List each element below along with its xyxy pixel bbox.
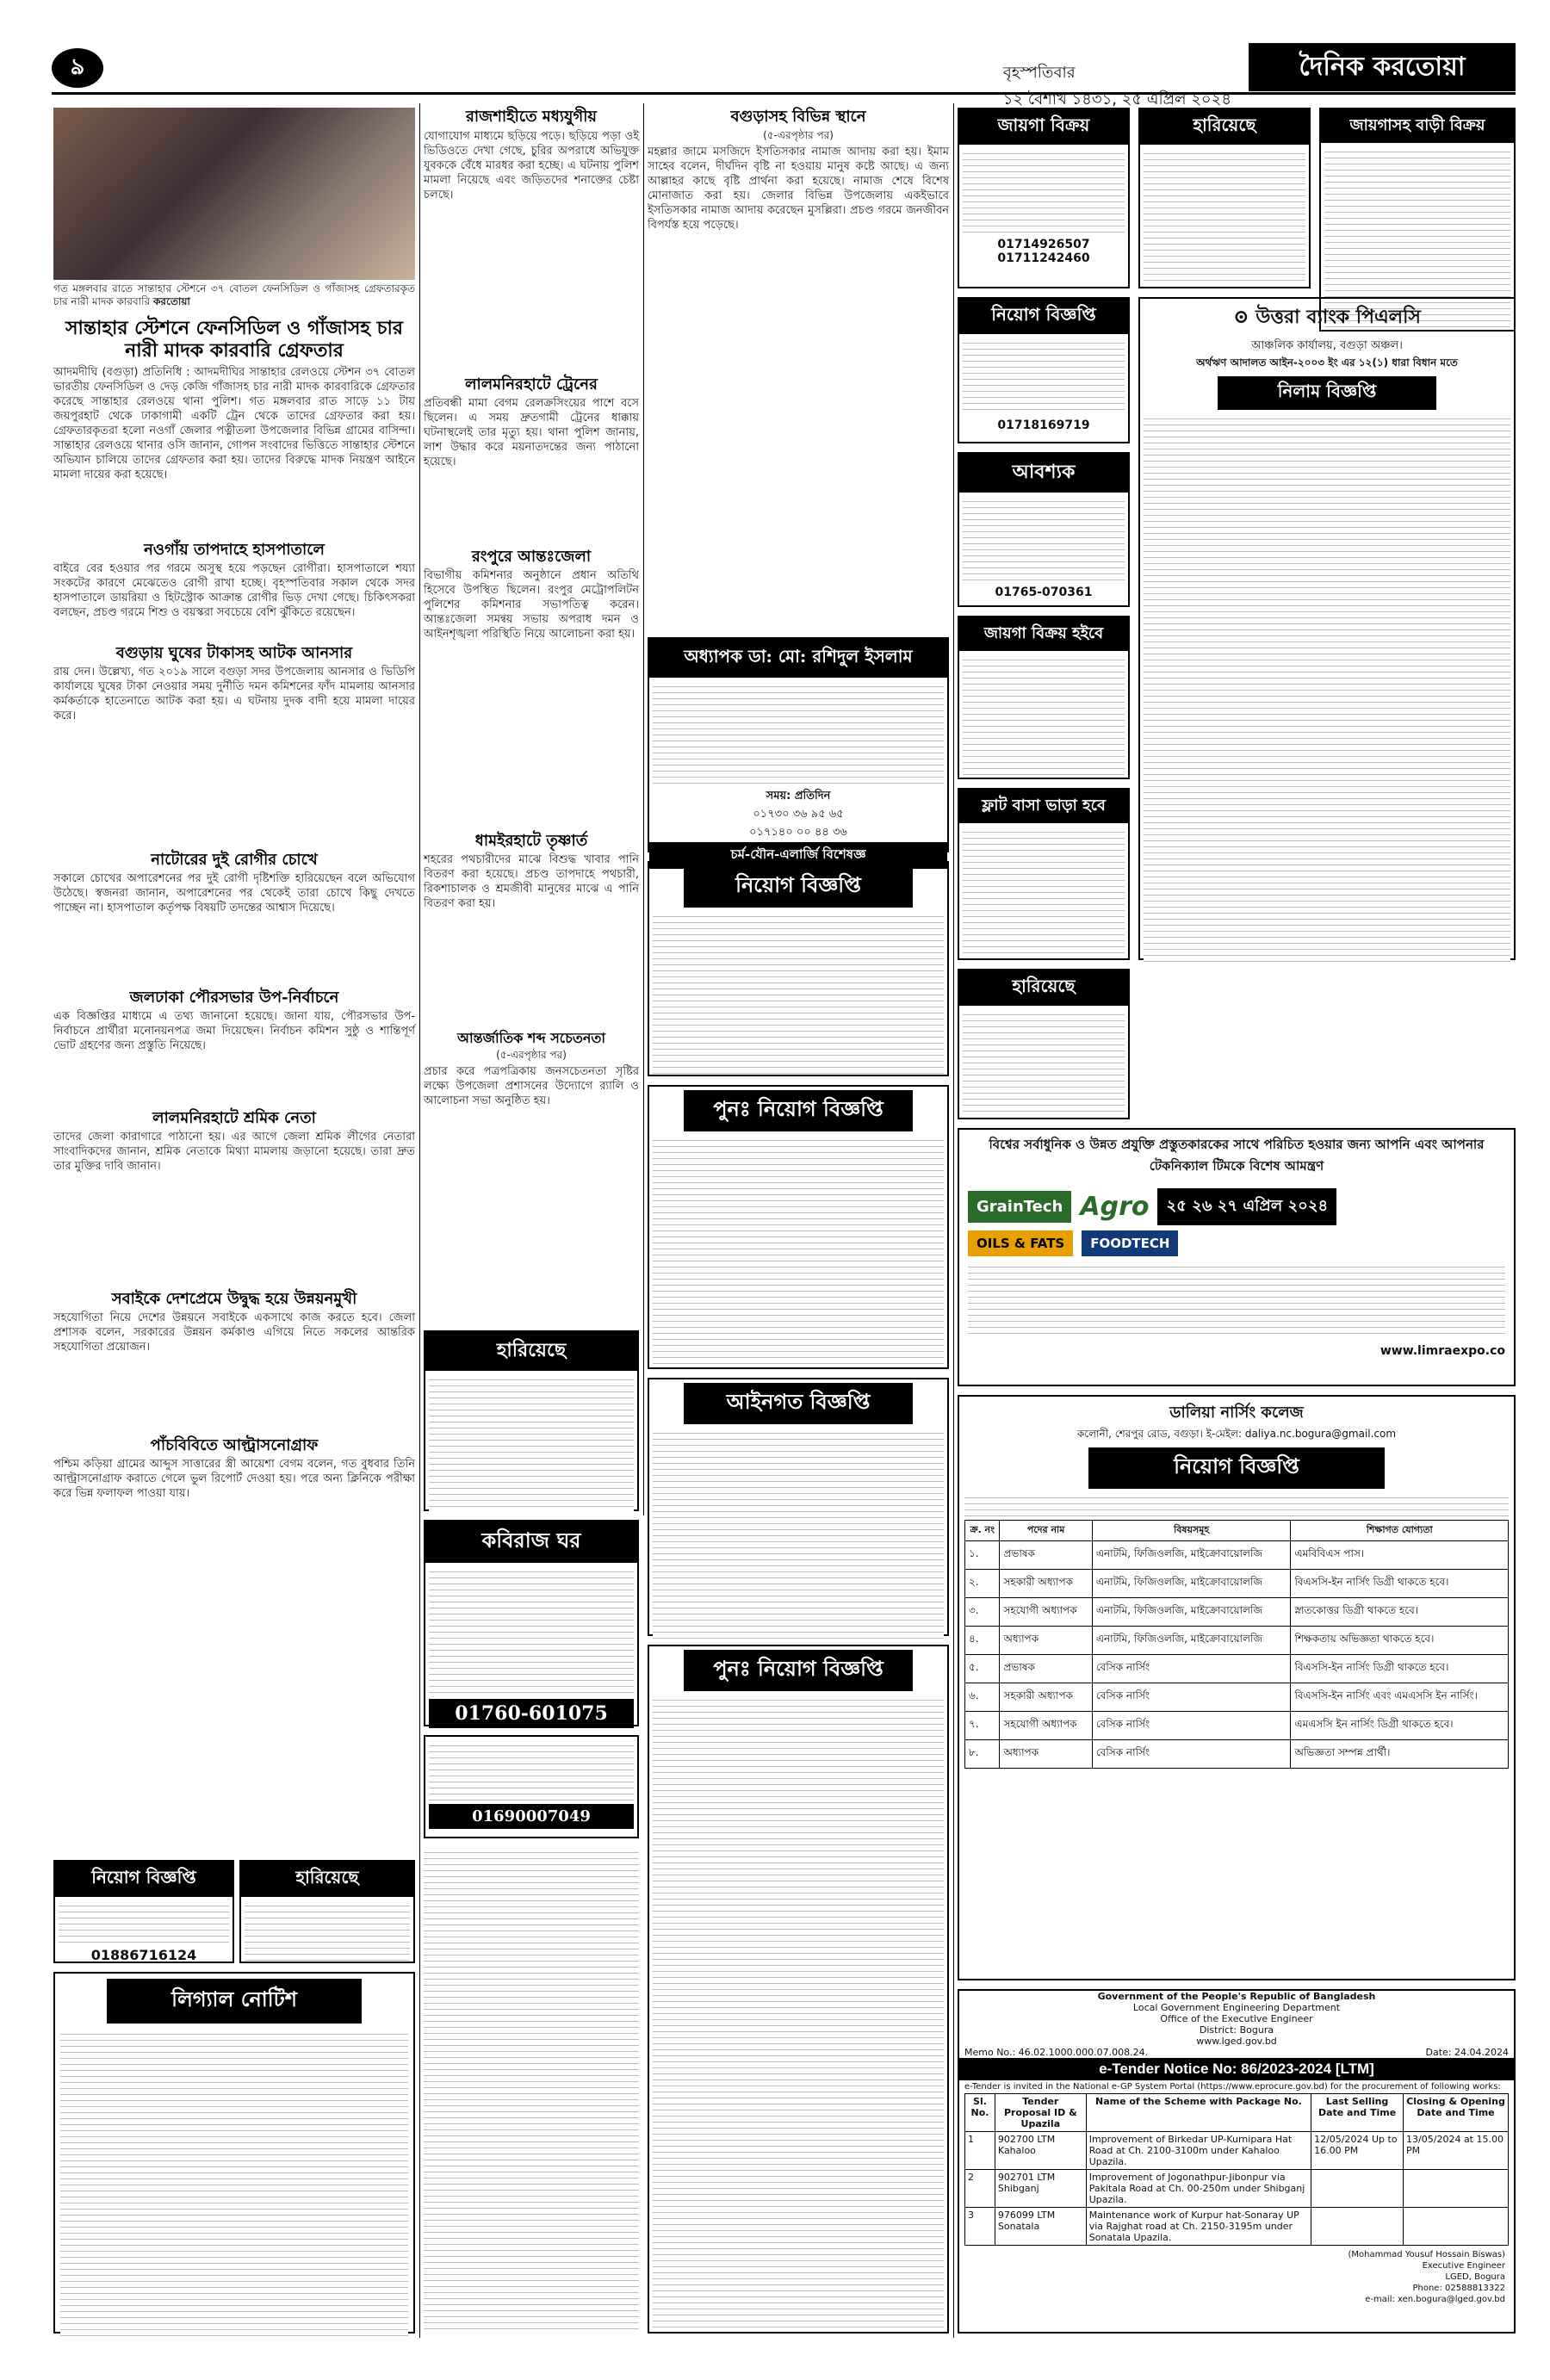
foodtech-logo: FOODTECH bbox=[1082, 1230, 1178, 1256]
table-cell: সহকারী অধ্যাপক bbox=[1000, 1570, 1092, 1598]
table-row bbox=[965, 1570, 1509, 1598]
table-cell: এমবিবিএস পাস। bbox=[1291, 1541, 1509, 1570]
engineer-email: e-mail: xen.bogura@lged.gov.bd bbox=[1365, 2295, 1505, 2304]
table-cell: প্রভাষক bbox=[1000, 1541, 1092, 1570]
legal-notice bbox=[53, 1972, 415, 2334]
table-cell bbox=[1311, 2170, 1404, 2208]
bank-name: ⊙ উত্তরা ব্যাংক পিএলসি bbox=[1233, 306, 1421, 328]
table-cell: 902700 LTM Kahaloo bbox=[995, 2132, 1086, 2170]
ad-title: জায়গা বিক্রয় bbox=[959, 109, 1128, 145]
bank-branch: আঞ্চলিক কার্যালয়, বগুড়া অঞ্চল। bbox=[1251, 339, 1403, 352]
ad-title: জায়গা বিক্রয় হইবে bbox=[959, 617, 1128, 651]
fire-ad bbox=[424, 1735, 639, 1838]
table-cell: বিএসসি-ইন নার্সিং ডিগ্রী থাকতে হবে। bbox=[1291, 1655, 1509, 1683]
table-cell: ৭. bbox=[965, 1712, 1000, 1740]
story-body: মহল্লার জামে মসজিদে ইসতিসকার নামাজ আদায় করা হয়। ইমাম সাহেব বলেন, দীর্ঘদিন বৃষ্টি না হওয়ায় মানুষ কষ্টে আছে। এ জন্য আল্লাহর কাছে বৃষ্টি প্রার্থনা করা হয়েছে। নামাজ শেষে বিশেষ মোনাজাত করা হয়। জেলার বিভিন্ন উপজেলায় একইভাবে ইসতিসকার নামাজ আদায় করেছেন মুসল্লিরা। প্রচণ্ড গরমে জনজীবন বিপর্যস্ত হয়ে পড়েছে। bbox=[648, 146, 949, 232]
engineer-name: (Mohammad Yousuf Hossain Biswas) bbox=[1348, 2250, 1505, 2259]
doctor-time: সময়: প্রতিদিন bbox=[766, 790, 831, 803]
table-cell bbox=[1404, 2170, 1509, 2208]
table-cell: 13/05/2024 at 15.00 PM bbox=[1404, 2132, 1509, 2170]
column-header: ক্র. নং bbox=[965, 1521, 1000, 1541]
tender-title: e-Tender Notice No: 86/2023-2024 [LTM] bbox=[959, 2058, 1514, 2080]
newspaper-logo-icon: ঌ bbox=[52, 48, 103, 88]
nursing-table bbox=[964, 1520, 1509, 1769]
story-headline: লালমনিরহাটে শ্রমিক নেতা bbox=[152, 1109, 316, 1127]
news-photo bbox=[53, 108, 415, 280]
table-row bbox=[965, 1627, 1509, 1655]
ad-phone: 01760-601075 bbox=[429, 1699, 634, 1728]
ad-title: পুনঃ নিয়োগ বিজ্ঞপ্তি bbox=[684, 1090, 913, 1131]
memo-no: Memo No.: 46.02.1000.000.07.008.24. bbox=[964, 2047, 1149, 2058]
table-cell: সহযোগী অধ্যাপক bbox=[1000, 1712, 1092, 1740]
legal-ad bbox=[648, 1378, 949, 1636]
table-cell: ৬. bbox=[965, 1683, 1000, 1712]
column-header: শিক্ষাগত যোগ্যতা bbox=[1291, 1521, 1509, 1541]
expo-website: www.limraexpo.co bbox=[1380, 1344, 1505, 1358]
table-cell: অধ্যাপক bbox=[1000, 1740, 1092, 1769]
column-header: Tender Proposal ID & Upazila bbox=[995, 2094, 1086, 2132]
table-cell: Improvement of Birkedar UP-Kurnipara Hat Road at Ch. 2100-3100m under Kahaloo Upazila. bbox=[1086, 2132, 1311, 2170]
table-cell: ৫. bbox=[965, 1655, 1000, 1683]
table-cell: ৩. bbox=[965, 1598, 1000, 1627]
table-cell: এনাটমি, ফিজিওলজি, মাইক্রোবায়োলজি bbox=[1092, 1541, 1291, 1570]
college-name: ডালিয়া নার্সিং কলেজ bbox=[1169, 1404, 1304, 1422]
story-headline: পাঁচবিবিতে আল্ট্রাসনোগ্রাফ bbox=[150, 1436, 319, 1454]
table-cell: অভিজ্ঞতা সম্পন্ন প্রার্থী। bbox=[1291, 1740, 1509, 1769]
recruitment-ad bbox=[648, 1645, 949, 2334]
ad-title: পুনঃ নিয়োগ বিজ্ঞপ্তি bbox=[684, 1650, 913, 1691]
engineer-role: Executive Engineer bbox=[1422, 2261, 1505, 2271]
lost-ad bbox=[958, 969, 1130, 1119]
ad-phone: 01714926507 bbox=[997, 238, 1090, 251]
table-cell: 902701 LTM Shibganj bbox=[995, 2170, 1086, 2208]
ad-phone: 01765-070361 bbox=[995, 586, 1093, 599]
story-headline: নাটোরের দুই রোগীর চোখে bbox=[151, 851, 318, 869]
column-header: Sl. No. bbox=[965, 2094, 995, 2132]
ad-title: কবিরাজ ঘর bbox=[425, 1522, 637, 1563]
story-headline: সবাইকে দেশপ্রেমে উদ্বুদ্ধ হয়ে উন্নয়নমুখী bbox=[111, 1290, 357, 1308]
bank-act: অর্থঋণ আদালত আইন-২০০৩ ইং এর ১২(১) ধারা বিধান মতে bbox=[1196, 356, 1458, 369]
story-body: বিভাগীয় কমিশনার অনুষ্ঠানে প্রধান অতিথি হিসেবে উপস্থিত ছিলেন। রংপুর মেট্রোপলিটন পুলিশের কমিশনার সভাপতিত্ব করেন। আন্তঃজেলা সমন্বয় সভায় অপরাধ দমন ও আইনশৃঙ্খলা পরিস্থিতি নিয়ে আলোচনা করা হয়। bbox=[424, 569, 639, 641]
date-line bbox=[1003, 60, 1231, 114]
table-row bbox=[965, 1712, 1509, 1740]
story-body: আদমদীঘি (বগুড়া) প্রতিনিধি : আদমদীঘির সান্তাহার রেলওয়ে স্টেশন ৩৭ বোতল ভারতীয় ফেনসিডিল ও দেড় কেজি গাঁজাসহ চার নারী মাদক কারবারিকে গ্রেফতার করেছে সান্তাহার রেলওয়ে থানা পুলিশ। গত মঙ্গলবার রাত সাড়ে ১১ টায় জয়পুরহাট থেকে ঢাকাগামী একটি ট্রেন থেকে তাদের গ্রেফতার করা হয়। গ্রেফতারকৃতরা হলো নওগাঁ জেলার পত্নীতলা উপজেলার বিভিন্ন গ্রামের বাসিন্দা। সান্তাহার রেলওয়ে থানার ওসি জানান, গোপন সংবাদের ভিত্তিতে সান্তাহার স্টেশনে অভিযান চালিয়ে তাদের গ্রেফতার করা হয়। তাদের বিরুদ্ধে মাদক নিয়ন্ত্রণ আইনে মামলা দায়ের করা হয়েছে। bbox=[53, 366, 415, 481]
column-header: Last Selling Date and Time bbox=[1311, 2094, 1404, 2132]
memo-date: Date: 24.04.2024 bbox=[1425, 2047, 1509, 2058]
ad-title: নিয়োগ বিজ্ঞপ্তি bbox=[1088, 1447, 1385, 1489]
wanted-ad bbox=[958, 452, 1130, 607]
masthead: দৈনিক করতোয়া bbox=[1249, 43, 1516, 91]
doctor-phone: ০১৭১৪০ ০০ ৪৪ ৩৬ bbox=[749, 826, 847, 839]
story-headline: নওগাঁয় তাপদাহে হাসপাতালে bbox=[144, 541, 325, 559]
table-row bbox=[965, 1541, 1509, 1570]
ad-title: হারিয়েছে bbox=[425, 1332, 637, 1371]
table-cell: বেসিক নার্সিং bbox=[1092, 1712, 1291, 1740]
table-cell: প্রভাষক bbox=[1000, 1655, 1092, 1683]
table-cell: এনাটমি, ফিজিওলজি, মাইক্রোবায়োলজি bbox=[1092, 1570, 1291, 1598]
flat-rent-ad bbox=[958, 788, 1130, 960]
story-body: তাদের জেলা কারাগারে পাঠানো হয়। এর আগে জেলা শ্রমিক লীগের নেতারা সাংবাদিকদের জানান, শ্রমিক নেতাকে মিথ্যা মামলায় জড়ানো হয়েছে। তারা দ্রুত তার মুক্তির দাবি জানান। bbox=[53, 1131, 415, 1173]
column-header: Closing & Opening Date and Time bbox=[1404, 2094, 1509, 2132]
land-sale-ad bbox=[958, 108, 1130, 288]
table-row bbox=[965, 1683, 1509, 1712]
table-cell: 3 bbox=[965, 2208, 995, 2246]
oils-fats-logo: OILS & FATS bbox=[968, 1230, 1073, 1256]
table-cell: অধ্যাপক bbox=[1000, 1627, 1092, 1655]
agro-logo: Agro bbox=[1080, 1192, 1150, 1222]
graintech-logo: GrainTech bbox=[968, 1191, 1071, 1223]
ad-title: অধ্যাপক ডা: মো: রশিদুল ইসলাম bbox=[649, 639, 947, 678]
story-headline: ধামইরহাটে তৃষ্ণার্ত bbox=[474, 832, 588, 850]
table-cell: বিএসসি-ইন নার্সিং এবং এমএসসি ইন নার্সিং। bbox=[1291, 1683, 1509, 1712]
table-row bbox=[965, 2132, 1509, 2170]
recruitment-ad bbox=[648, 861, 949, 1076]
table-cell: বেসিক নার্সিং bbox=[1092, 1655, 1291, 1683]
column-header: Name of the Scheme with Package No. bbox=[1086, 2094, 1311, 2132]
story-headline: রংপুরে আন্তঃজেলা bbox=[471, 548, 592, 566]
story-body: প্রতিবন্ধী মামা বেগম রেলক্রসিংয়ের পাশে বসে ছিলেন। এ সময় দ্রুতগামী ট্রেনের ধাক্কায় ঘটনাস্থলেই তার মৃত্যু হয়। থানা পুলিশ জানায়, লাশ উদ্ধার করে ময়নাতদন্তের জন্য পাঠানো হয়েছে। bbox=[424, 397, 639, 468]
lost-ad bbox=[239, 1860, 415, 1963]
story-body: রায় দেন। উল্লেখ্য, গত ২০১৯ সালে বগুড়া সদর উপজেলায় আনসার ও ভিডিপি কার্যালয়ে ঘুষের টাকা নেওয়ার সময় দুর্নীতি দমন কমিশনের ফাঁদ মামলায় আনসার কর্মকর্তাকে হাতেনাতে আটক করা হয়। এ ঘটনায় দুদক বাদী হয়ে মামলা দায়ের করে। bbox=[53, 666, 415, 722]
photo-caption: গত মঙ্গলবার রাতে সান্তাহার স্টেশনে ৩৭ বোতল ফেনসিডিল ও গাঁজাসহ গ্রেফতারকৃত চার নারী মাদক কারবারি করতোয়া bbox=[53, 282, 415, 307]
story-body: বাইরে বের হওয়ার পর গরমে অসুস্থ হয়ে পড়ছেন রোগীরা। হাসপাতালে শয্যা সংকটের কারণে মেঝেতেও রোগী রাখা হচ্ছে। বৃহস্পতিবার সকাল থেকে সদর হাসপাতালে ডায়রিয়া ও হিটস্ট্রোক আক্রান্ত রোগীর ভিড় দেখা গেছে। চিকিৎসকরা বলছেন, প্রচণ্ড গরমে শিশু ও বয়স্করা সবচেয়ে বেশি ঝুঁকিতে রয়েছেন। bbox=[53, 562, 415, 619]
table-row bbox=[965, 2208, 1509, 2246]
full-date: ১২ বৈশাখ ১৪৩১, ২৫ এপ্রিল ২০২৪ bbox=[1002, 90, 1231, 108]
recruitment-ad bbox=[53, 1860, 234, 1963]
ad-title: জায়গাসহ বাড়ী বিক্রয় bbox=[1321, 109, 1514, 143]
kabiraj-ad bbox=[424, 1520, 639, 1726]
story-headline: বগুড়ায় ঘুষের টাকাসহ আটক আনসার bbox=[115, 644, 353, 662]
expo-dates: ২৫ ২৬ ২৭ এপ্রিল ২০২৪ bbox=[1157, 1188, 1336, 1225]
ad-phone: 01718169719 bbox=[997, 418, 1090, 432]
college-address: কলোনী, শেরপুর রোড, বগুড়া। ই-মেইল: daliya.nc.bogura@gmail.com bbox=[1076, 1428, 1397, 1440]
table-cell: 976099 LTM Sonatala bbox=[995, 2208, 1086, 2246]
small-ads-block bbox=[424, 1847, 639, 2334]
ad-phone: 01886716124 bbox=[90, 1947, 197, 1963]
doctor-specialty: চর্ম-যৌন-এলার্জি বিশেষজ্ঞ bbox=[649, 842, 947, 869]
table-row bbox=[965, 1655, 1509, 1683]
table-cell: বেসিক নার্সিং bbox=[1092, 1683, 1291, 1712]
table-row bbox=[965, 1740, 1509, 1769]
table-cell: এনাটমি, ফিজিওলজি, মাইক্রোবায়োলজি bbox=[1092, 1598, 1291, 1627]
story-headline: রাজশাহীতে মধ্যযুগীয় bbox=[466, 108, 597, 126]
expo-headline: বিশ্বের সর্বাধুনিক ও উন্নত প্রযুক্তি প্রস্তুতকারকের সাথে পরিচিত হওয়ার জন্য আপনি এবং আপনার টেকনিক্যাল টিমকে বিশেষ আমন্ত্রণ bbox=[989, 1137, 1485, 1174]
engineer-org: LGED, Bogura bbox=[1445, 2272, 1505, 2282]
tender-invite: e-Tender is invited in the National e-GP System Portal (https://www.eprocure.gov.bd) for the procurement of following works: bbox=[964, 2082, 1501, 2092]
table-cell: বিএসসি-ইন নার্সিং ডিগ্রী থাকতে হবে। bbox=[1291, 1570, 1509, 1598]
table-cell: শিক্ষকতায় অভিজ্ঞতা থাকতে হবে। bbox=[1291, 1627, 1509, 1655]
story-headline: সান্তাহার স্টেশনে ফেনসিডিল ও গাঁজাসহ চার নারী মাদক কারবারি গ্রেফতার bbox=[65, 317, 403, 363]
nursing-recruitment bbox=[958, 1395, 1516, 1980]
story-continuation: (৫-এরপৃষ্ঠার পর) bbox=[496, 1049, 567, 1061]
story-headline: আন্তর্জাতিক শব্দ সচেতনতা bbox=[456, 1030, 606, 1046]
bank-auction-notice bbox=[1138, 297, 1516, 960]
story-headline: লালমনিরহাটে ট্রেনের bbox=[465, 375, 598, 394]
ad-title: নিলাম বিজ্ঞপ্তি bbox=[1218, 376, 1436, 410]
story-body: শহরের পথচারীদের মাঝে বিশুদ্ধ খাবার পানি বিতরণ করা হয়েছে। প্রচণ্ড তাপদাহে পথচারী, রিকশাচালক ও শ্রমজীবী মানুষের মাঝে এ পানি বিতরণ করা হয়। bbox=[424, 853, 639, 910]
column-header: বিষয়সমূহ bbox=[1092, 1521, 1291, 1541]
table-cell: এমএসসি ইন নার্সিং ডিগ্রী থাকতে হবে। bbox=[1291, 1712, 1509, 1740]
lost-ad bbox=[424, 1330, 639, 1511]
table-cell bbox=[1311, 2208, 1404, 2246]
ad-title: নিয়োগ বিজ্ঞপ্তি bbox=[684, 866, 913, 908]
ad-phone: 01711242460 bbox=[997, 251, 1090, 265]
gov-line: District: Bogura bbox=[1199, 2024, 1274, 2036]
doctor-ad bbox=[648, 637, 949, 862]
ad-phone: 01690007049 bbox=[429, 1804, 634, 1829]
ad-title: নিয়োগ বিজ্ঞপ্তি bbox=[959, 299, 1128, 334]
gov-line: Local Government Engineering Department bbox=[1132, 2002, 1341, 2013]
land-sale-ad bbox=[958, 616, 1130, 779]
table-cell: এনাটমি, ফিজিওলজি, মাইক্রোবায়োলজি bbox=[1092, 1627, 1291, 1655]
ad-title: নিয়োগ বিজ্ঞপ্তি bbox=[55, 1862, 232, 1897]
table-cell: 12/05/2024 Up to 16.00 PM bbox=[1311, 2132, 1404, 2170]
recruitment-ad bbox=[958, 297, 1130, 443]
table-cell: সহকারী অধ্যাপক bbox=[1000, 1683, 1092, 1712]
gov-website: www.lged.gov.bd bbox=[1196, 2036, 1277, 2047]
table-cell: ৮. bbox=[965, 1740, 1000, 1769]
doctor-phone: ০১৭৩০ ৩৬ ৯৫ ৬৫ bbox=[753, 808, 844, 821]
weekday: বৃহস্পতিবার bbox=[1002, 64, 1076, 82]
table-cell: 2 bbox=[965, 2170, 995, 2208]
table-cell: ২. bbox=[965, 1570, 1000, 1598]
table-cell: Improvement of Jogonathpur-Jibonpur via Pakitala Road at Ch. 00-250m under Shibganj Upazila. bbox=[1086, 2170, 1311, 2208]
engineer-phone: Phone: 02588813322 bbox=[1412, 2284, 1505, 2293]
story-headline: জলঢাকা পৌরসভার উপ-নির্বাচনে bbox=[129, 989, 339, 1007]
table-cell: ১. bbox=[965, 1541, 1000, 1570]
ad-title: হারিয়েছে bbox=[959, 970, 1128, 1006]
column-header: পদের নাম bbox=[1000, 1521, 1092, 1541]
gov-line: Office of the Executive Engineer bbox=[1160, 2013, 1313, 2024]
tender-table bbox=[964, 2093, 1509, 2246]
ad-title: আইনগত বিজ্ঞপ্তি bbox=[684, 1383, 913, 1424]
expo-ad bbox=[958, 1128, 1516, 1386]
story-body: প্রচার করে পত্রপত্রিকায় জনসচেতনতা সৃষ্টির লক্ষ্যে উপজেলা প্রশাসনের উদ্যোগে র‍্যালি ও আলোচনা সভা অনুষ্ঠিত হয়। bbox=[424, 1065, 639, 1107]
page-header bbox=[52, 43, 1516, 108]
table-cell: Maintenance work of Kurpur hat-Sonaray UP via Rajghat road at Ch. 2150-3195m under Sonatala Upazila. bbox=[1086, 2208, 1311, 2246]
ad-title: ফ্লাট বাসা ভাড়া হবে bbox=[959, 790, 1128, 823]
table-cell: বেসিক নার্সিং bbox=[1092, 1740, 1291, 1769]
table-cell: স্নাতকোত্তর ডিগ্রী থাকতে হবে। bbox=[1291, 1598, 1509, 1627]
table-cell: 1 bbox=[965, 2132, 995, 2170]
ad-title: লিগ্যাল নোটিশ bbox=[107, 1979, 362, 2024]
table-cell: সহযোগী অধ্যাপক bbox=[1000, 1598, 1092, 1627]
ad-title: হারিয়েছে bbox=[1140, 109, 1309, 145]
bank-logo-icon: ⊙ bbox=[1233, 306, 1249, 328]
table-row bbox=[965, 1598, 1509, 1627]
story-body: পশ্চিম কড়িয়া গ্রামের আব্দুস সাত্তারের স্ত্রী আয়েশা বেগম বলেন, গত বুধবার তিনি আল্ট্রাসনোগ্রাফ করাতে গেলে ভুল রিপোর্ট দেওয়া হয়। পরে অন্য ক্লিনিকে পরীক্ষা করে ভিন্ন ফলাফল পাওয়া যায়। bbox=[53, 1458, 415, 1500]
story-headline: বগুড়াসহ বিভিন্ন স্থানে bbox=[730, 108, 866, 126]
story-body: সকালে চোখের অপারেশনের পর দুই রোগী দৃষ্টিশক্তি হারিয়েছেন বলে অভিযোগ উঠেছে। স্বজনরা জানান, অপারেশনের পর থেকেই তারা চোখে কিছু দেখতে পাচ্ছেন না। হাসপাতাল কর্তৃপক্ষ বিষয়টি তদন্তের আশ্বাস দিয়েছে। bbox=[53, 872, 415, 914]
ad-title: আবশ্যক bbox=[959, 454, 1128, 493]
ad-title: হারিয়েছে bbox=[241, 1862, 413, 1897]
gov-line: Government of the People's Republic of Bangladesh bbox=[1097, 1991, 1376, 2002]
tender-notice bbox=[958, 1989, 1516, 2334]
table-cell: ৪. bbox=[965, 1627, 1000, 1655]
story-body: এক বিজ্ঞপ্তির মাধ্যমে এ তথ্য জানানো হয়েছে। জানা যায়, পৌরসভার উপ-নির্বাচনে প্রার্থীরা মনোনয়নপত্র জমা দিয়েছেন। নির্বাচন কমিশন সুষ্ঠু ও শান্তিপূর্ণ ভোট গ্রহণের জন্য প্রস্তুতি নিয়েছে। bbox=[53, 1010, 415, 1052]
table-cell bbox=[1404, 2208, 1509, 2246]
table-row bbox=[965, 2170, 1509, 2208]
tender-signature bbox=[959, 2246, 1514, 2309]
story-body: যোগাযোগ মাধ্যমে ছড়িয়ে পড়ে। ছড়িয়ে পড়া ওই ভিডিওতে দেখা গেছে, চুরির অপরাধে অভিযুক্ত যুবককে বেঁধে মারধর করা হচ্ছে। এ ঘটনায় পুলিশ মামলা নিয়েছে এবং জড়িতদের শনাক্তের চেষ্টা চলছে। bbox=[424, 130, 639, 201]
lost-ad bbox=[1138, 108, 1311, 288]
recruitment-ad bbox=[648, 1085, 949, 1369]
story-continuation: (৫-এরপৃষ্ঠার পর) bbox=[763, 129, 834, 141]
story-body: সহযোগিতা নিয়ে দেশের উন্নয়নে সবাইকে একসাথে কাজ করতে হবে। জেলা প্রশাসক বলেন, সরকারের উন্নয়ন কর্মকাণ্ড এগিয়ে নিতে সকলের আন্তরিক সহযোগিতা প্রয়োজন। bbox=[53, 1311, 415, 1354]
